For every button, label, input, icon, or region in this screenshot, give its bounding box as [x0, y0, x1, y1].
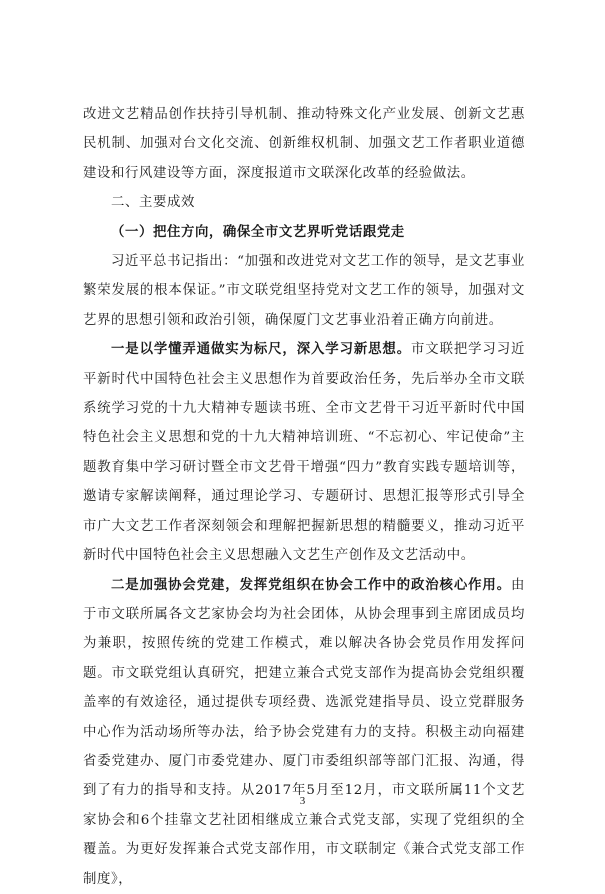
body-text — [83, 100, 525, 894]
paragraph-study — [83, 335, 525, 570]
page-number: 3 — [299, 795, 306, 807]
paragraph-party-building — [83, 571, 525, 894]
paragraph-party-building-body: 由于市文联所属各文艺家协会均为社会团体，从协会理事到主席团成员均为兼职，按照传统的党建工作模式，难以解决各协会党员作用发挥问题。市文联党组认真研究，把建立兼合式党支部作为提高协会党组织覆盖率的有效途径，通过提供专项经费、选派党建指导员、设立党群服务中心作为活动场所等办法，给予协会党建有力的支持。积极主动向福建省委党建办、厦门市委党建办、厦门市委组织部等部门汇报、沟通，得到了有力的指导和支持。从2017年5月至12月，市文联所属11个文艺家协会和6个挂靠文艺社团相继成立兼合式党支部，实现了党组织的全覆盖。为更好发挥兼合式党支部作用，市文联制定《兼合式党支部工作制度》， — [83, 577, 525, 887]
paragraph-party-building-lead: 二是加强协会党建，发挥党组织在协会工作中的政治核心作用。 — [111, 576, 511, 593]
paragraph-study-body: 市文联把学习习近平新时代中国特色社会主义思想作为首要政治任务，先后举办全市文联系统学习党的十九大精神专题读书班、全市文艺骨干习近平新时代中国特色社会主义思想和党的十九大精神培训班、“不忘初心、牢记使命”主题教育集中学习研讨暨全市文艺骨干增强“四力”教育实践专题培训等，邀请专家解读阐释，通过理论学习、专题研讨、思想汇报等形式引导全市广大文艺工作者深刻领会和理解把握新思想的精髓要义，推动习近平新时代中国特色社会主义思想融入文艺生产创作及文艺活动中。 — [83, 342, 525, 564]
paragraph-study-lead: 一是以学懂弄通做实为标尺，深入学习新思想。 — [111, 341, 411, 358]
section-heading: 二、主要成效 — [111, 195, 195, 211]
paragraph-leadership: 习近平总书记指出：“加强和改进党对文艺工作的领导，是文艺事业繁荣发展的根本保证。”市文联党组坚持党对文艺工作的领导，加强对文艺界的思想引领和政治引领，确保厦门文艺事业沿着正确方向前进。 — [83, 254, 525, 328]
opening-paragraph: 改进文艺精品创作扶持引导机制、推动特殊文化产业发展、创新文艺惠民机制、加强对台文化交流、创新维权机制、加强文艺工作者职业道德建设和行风建设等方面，深度报道市文联深化改革的经验做法。 — [83, 107, 525, 181]
subsection-heading: （一）把住方向，确保全市文艺界听党话跟党走 — [111, 223, 405, 240]
